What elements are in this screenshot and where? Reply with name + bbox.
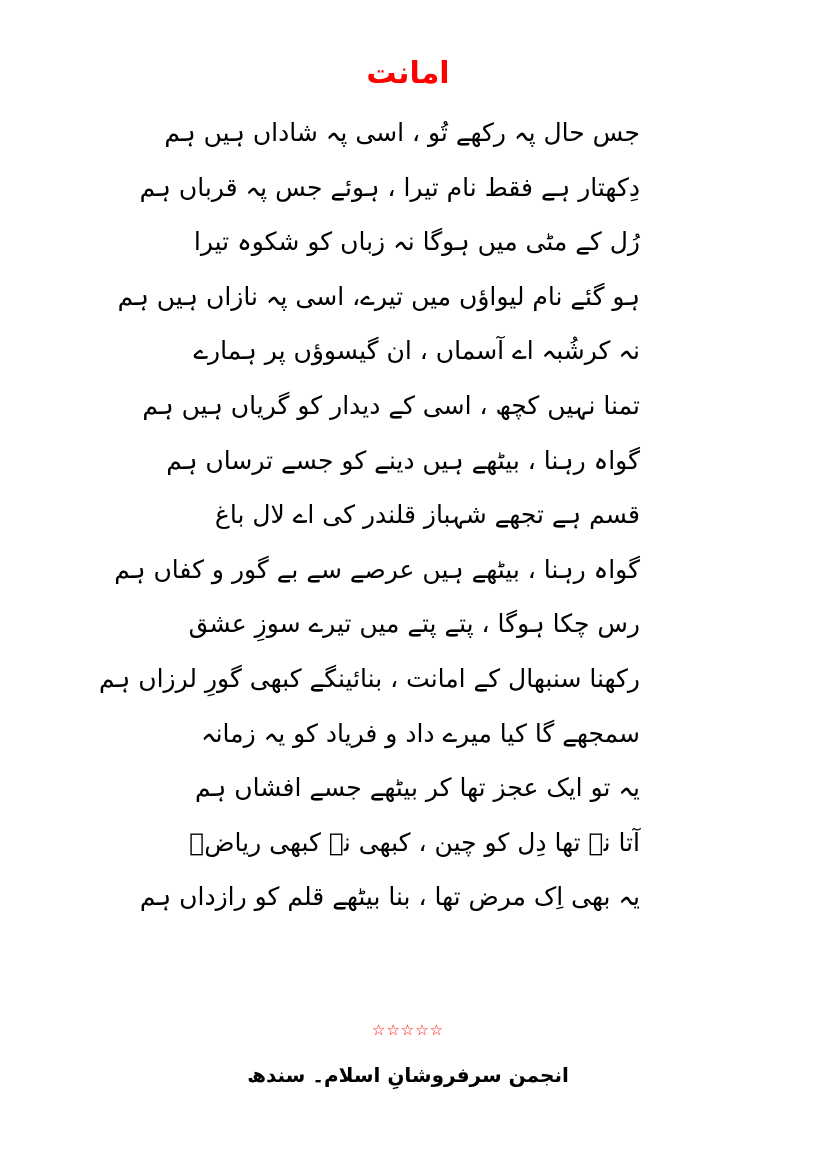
poem-line: دِکھتار ہے فقط نام تیرا ، ہوئے جس پہ قرباں ہم [139, 172, 640, 202]
poem-title: امانت [366, 56, 450, 91]
poem-line: رس چکا ہوگا ، پتے پتے میں تیرے سوزِ عشق [188, 609, 640, 639]
poem-line: رُل کے مٹی میں ہوگا نہ زباں کو شکوہ تیرا [193, 227, 640, 257]
poem-line: یہ تو ایک عجز تھا کر بیٹھے جسے افشاں ہم [194, 773, 640, 803]
footer-organization: انجمن سرفروشانِ اسلام۔ سندھ [247, 1063, 569, 1087]
poem-line: یہ بھی اِک مرض تھا ، بنا بیٹھے قلم کو رازداں ہم [139, 882, 640, 912]
poem-line: آتا نہ تھا دِل کو چین ، کبھی نہ کبھی ریاضؔ [189, 827, 640, 857]
poem-line: تمنا نہیں کچھ ، اسی کے دیدار کو گریاں ہیں ہم [142, 390, 640, 420]
poem-line: ہو گئے نام لیواؤں میں تیرے، اسی پہ نازاں ہیں ہم [117, 281, 640, 311]
poem-line: سمجھے گا کیا میرے داد و فریاد کو یہ زمانہ [200, 718, 640, 748]
star-divider: ☆☆☆☆☆ [371, 1021, 445, 1039]
poem-body [99, 106, 640, 925]
poem-line: قسم ہے تجھے شہباز قلندر کی اے لال باغ [214, 500, 640, 530]
poem-line: گواہ رہنا ، بیٹھے ہیں دینے کو جسے ترساں ہم [166, 445, 640, 475]
poem-line: گواہ رہنا ، بیٹھے ہیں عرصے سے بے گور و کفاں ہم [114, 554, 640, 584]
poem-line: جس حال پہ رکھے تُو ، اسی پہ شاداں ہیں ہم [164, 118, 640, 147]
poem-line: رکھنا سنبھال کے امانت ، بنائینگے کبھی گورِ لرزاں ہم [99, 663, 640, 693]
poem-line: نہ کرشُبہ اے آسماں ، ان گیسوؤں پر ہمارے [193, 336, 640, 366]
